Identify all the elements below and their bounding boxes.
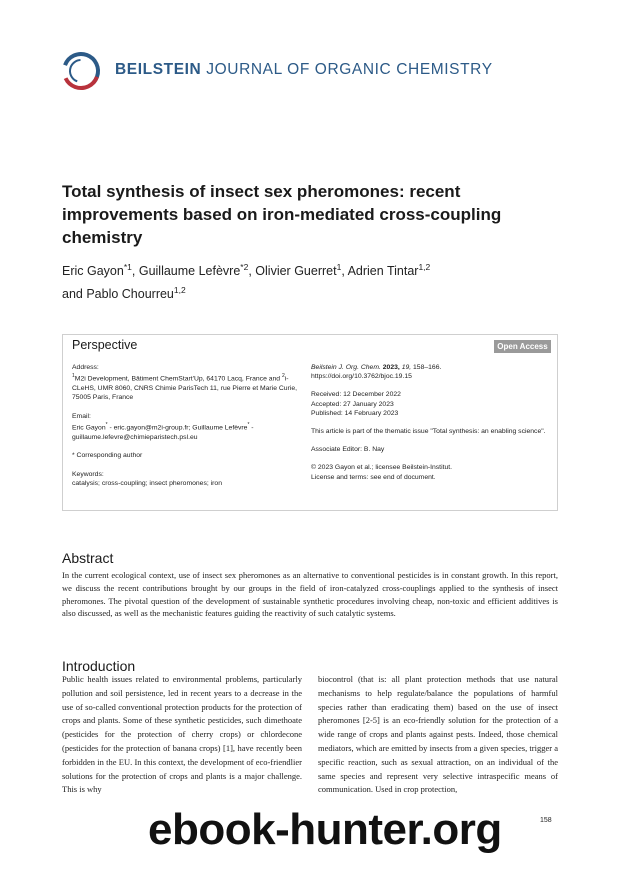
author-name[interactable]: Adrien Tintar bbox=[347, 264, 419, 279]
citation: Beilstein J. Org. Chem. 2023, 19, 158–166. bbox=[311, 364, 442, 371]
info-right-column bbox=[311, 363, 551, 482]
journal-name-rest: JOURNAL OF ORGANIC CHEMISTRY bbox=[206, 61, 493, 78]
info-left-column bbox=[72, 363, 300, 489]
accepted-date: Accepted: 27 January 2023 bbox=[311, 400, 394, 408]
author-name[interactable]: Olivier Guerret bbox=[255, 264, 337, 279]
author-separator: , bbox=[131, 264, 139, 279]
author-affiliation: *2 bbox=[240, 262, 249, 272]
watermark: ebook-hunter.org bbox=[148, 805, 502, 854]
thematic-issue: This article is part of the thematic issue "Total synthesis: an enabling science". bbox=[311, 428, 546, 436]
address-text: $^1$M2i Development, Bâtiment ChemStart'Up, 64170 Lacq, France and $^2$i-CLeHS, UMR 8060, CNRS Chimie ParisTech 11, rue Pierre et Marie Curie, 75005 Paris, France bbox=[72, 373, 298, 401]
author-affiliation: 1,2 bbox=[173, 285, 186, 296]
email-link[interactable]: - guillaume.lefevre@chimieparistech.psl.eu bbox=[72, 424, 254, 441]
page-number: 158 bbox=[540, 817, 552, 824]
article-type: Perspective bbox=[72, 338, 138, 352]
author-separator: , bbox=[248, 264, 256, 279]
author-affiliation: 1 bbox=[336, 262, 342, 272]
open-access-badge: Open Access bbox=[494, 340, 551, 353]
doi-link[interactable]: https://doi.org/10.3762/bjoc.19.15 bbox=[311, 373, 412, 381]
introduction-heading: Introduction bbox=[62, 658, 136, 674]
author-affiliation: *1 bbox=[123, 262, 132, 272]
article-title: Total synthesis of insect sex pheromones: recent improvements based on iron-mediated cross-coupling chemistry bbox=[62, 182, 502, 247]
author-name[interactable]: and Pablo Chourreu bbox=[62, 287, 174, 302]
author-list bbox=[62, 258, 532, 304]
journal-name bbox=[115, 61, 493, 79]
author-separator: , bbox=[341, 264, 348, 279]
journal-logo-icon bbox=[60, 50, 102, 92]
email-label: Email: bbox=[72, 413, 91, 421]
email-text: Eric Gayon* - eric.gayon@m2i-group.fr; Guillaume Lefèvre* - guillaume.lefevre@chimieparistech.psl.eu bbox=[72, 422, 254, 441]
associate-editor: Associate Editor: B. Nay bbox=[311, 446, 385, 454]
received-date: Received: 12 December 2022 bbox=[311, 391, 401, 399]
copyright: © 2023 Gayon et al.; licensee Beilstein-Institut. bbox=[311, 464, 453, 472]
introduction-column-1: Public health issues related to environmental problems, particularly pollution and soil persistence, led in recent years to a decrease in the use of so-called conventional protection products for the protection of crops and plants. Some of these synthetic pesticides, such dimethoate (pesticides for the protection of cherry crops) or chlordecone (pesticides for the protection of banana crops) [1], have recently been forbidden in the EU. In this context, the development of eco-friendlier solutions for the protection of crops and plants is a major challenge. This is why bbox=[62, 674, 302, 795]
license: License and terms: see end of document. bbox=[311, 473, 436, 481]
published-date: Published: 14 February 2023 bbox=[311, 409, 399, 417]
keywords: catalysis; cross-coupling; insect pheromones; iron bbox=[72, 480, 222, 488]
keywords-label: Keywords: bbox=[72, 471, 104, 479]
journal-name-bold: BEILSTEIN bbox=[115, 61, 202, 78]
introduction-column-2: biocontrol (that is: all plant protection methods that use natural mechanisms to help regulate/balance the populations of harmful species rather than eradicating them) based on the use of insect pheromones [2-5] is an eco-friendly solution for the protection of a wide range of crops and plants against pests. Indeed, those chemical mediators, which are emitted by insects from a given species, trigger a specific reaction, such as sexual attraction, on an individual of the same species and represent very selective intraspecific means of communication. Used in crop protection, bbox=[318, 674, 558, 795]
author-affiliation: 1,2 bbox=[418, 262, 431, 272]
corresponding-note: * Corresponding author bbox=[72, 451, 143, 459]
email-link[interactable]: - eric.gayon@m2i-group.fr; Guillaume Lefèvre bbox=[107, 424, 248, 432]
address-label: Address: bbox=[72, 364, 99, 371]
abstract-heading: Abstract bbox=[62, 550, 114, 566]
abstract-text: In the current ecological context, use of insect sex pheromones as an alternative to conventional pesticides is in constant growth. In this report, we discuss the recent contributions brought by our groups in the field of iron-catalyzed cross-couplings applied to the synthesis of insect pheromones. The pivotal question of the development of sustainable synthetic procedures involving cheap, non-toxic and efficient additives is also discussed, as well as the mechanistic features guiding the reactivity of such catalytic systems. bbox=[62, 570, 558, 619]
author-name[interactable]: Eric Gayon bbox=[62, 264, 124, 279]
author-name[interactable]: Guillaume Lefèvre bbox=[138, 264, 241, 279]
